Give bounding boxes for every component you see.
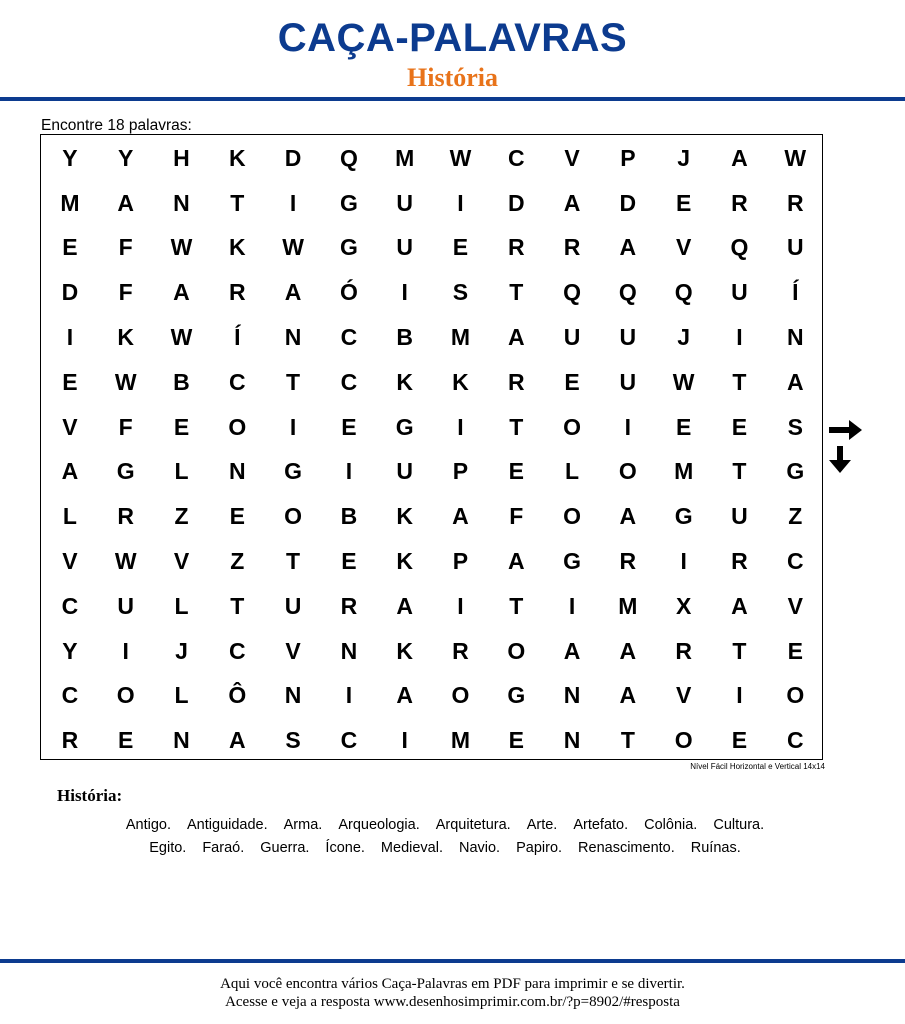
grid-letter: C (507, 144, 525, 171)
grid-letter: I (457, 592, 464, 619)
grid-letter: A (619, 637, 637, 664)
grid-letter: E (118, 727, 134, 754)
grid-letter: S (787, 413, 803, 440)
word-search-grid (42, 136, 822, 763)
word-list-item: Navio. (458, 840, 501, 856)
grid-letter: T (732, 368, 747, 395)
grid-letter: U (619, 368, 637, 395)
word-list-item: Arqueologia. (338, 817, 420, 833)
grid-letter: A (619, 503, 637, 530)
grid-letter: J (175, 637, 188, 664)
level-note: Nível Fácil Horizontal e Vertical 14x14 (690, 762, 825, 771)
grid-letter: E (564, 368, 580, 395)
grid-letter: Y (62, 637, 78, 664)
word-list-item: Ícone. (325, 840, 365, 856)
word-list-item: Arma. (283, 817, 323, 833)
grid-letter: I (568, 592, 576, 619)
grid-letter: R (61, 727, 79, 754)
grid-letter: G (786, 458, 805, 485)
grid-letter: A (563, 637, 581, 664)
grid-letter: T (732, 637, 747, 664)
word-list-item: Artefato. (573, 817, 629, 833)
grid-letter: W (282, 234, 304, 261)
grid-letter: N (563, 727, 581, 754)
grid-letter: B (173, 368, 190, 395)
grid-letter: C (228, 637, 246, 664)
grid-letter: I (457, 189, 464, 216)
grid-letter: Y (62, 144, 78, 171)
grid-letter: G (284, 458, 303, 485)
grid-letter: C (61, 682, 79, 709)
grid-letter: U (731, 503, 748, 530)
grid-letter: L (565, 458, 580, 485)
grid-letter: N (284, 682, 302, 709)
grid-letter: W (114, 548, 137, 575)
grid-letter: R (675, 637, 692, 664)
grid-letter: T (509, 592, 524, 619)
grid-letter: U (563, 324, 581, 351)
grid-letter: A (619, 682, 637, 709)
grid-letter: C (228, 368, 246, 395)
grid-letter: G (674, 503, 693, 530)
grid-letter: A (284, 279, 302, 306)
grid-letter: E (675, 189, 692, 216)
grid-letter: F (118, 279, 133, 306)
grid-letter: N (340, 637, 358, 664)
grid-letter: I (289, 189, 297, 216)
grid-letter: A (507, 324, 525, 351)
grid-letter: R (507, 234, 525, 261)
grid-letter: Q (339, 144, 358, 171)
grid-letter: V (285, 637, 301, 664)
grid-letter: C (61, 592, 79, 619)
grid-letter: L (174, 682, 189, 709)
header-divider (0, 97, 905, 101)
grid-letter: T (509, 413, 524, 440)
grid-letter: E (731, 413, 748, 440)
grid-letter: A (619, 234, 637, 261)
grid-letter: G (507, 682, 526, 709)
grid-letter: G (563, 548, 582, 575)
grid-letter: V (787, 592, 803, 619)
word-list-line-2 (40, 839, 850, 857)
word-list-item: Ruínas. (690, 840, 741, 856)
grid-letter: G (116, 458, 135, 485)
grid-letter: W (170, 234, 193, 261)
grid-letter: D (507, 189, 525, 216)
grid-letter: Q (618, 279, 637, 306)
grid-letter: Z (788, 503, 803, 530)
grid-letter: U (396, 189, 413, 216)
grid-letter: W (170, 324, 193, 351)
grid-letter: A (117, 189, 134, 216)
grid-letter: T (286, 548, 301, 575)
grid-letter: M (395, 144, 415, 171)
grid-letter: R (117, 503, 134, 530)
grid-letter: A (507, 548, 525, 575)
grid-letter: E (508, 458, 524, 485)
grid-letter: D (61, 279, 79, 306)
footer-line-2: Acesse e veja a resposta www.desenhosimprimir.com.br/?p=8902/#resposta (225, 994, 680, 1010)
grid-letter: M (618, 592, 638, 619)
grid-letter: I (401, 727, 408, 754)
grid-letter: L (62, 503, 77, 530)
word-list-item: Colônia. (644, 817, 698, 833)
grid-letter: S (452, 279, 469, 306)
grid-letter: A (228, 727, 246, 754)
grid-letter: I (680, 548, 687, 575)
grid-letter: E (62, 368, 78, 395)
word-list-item: Cultura. (713, 817, 765, 833)
word-list-item: Antiguidade. (187, 817, 268, 833)
grid-letter: Í (234, 324, 241, 351)
grid-letter: Q (674, 279, 693, 306)
grid-letter: C (340, 368, 358, 395)
grid-letter: V (62, 413, 78, 440)
grid-letter: Y (118, 144, 134, 171)
grid-letter: I (401, 279, 408, 306)
grid-letter: O (563, 503, 582, 530)
grid-letter: I (457, 413, 464, 440)
grid-letter: E (341, 548, 357, 575)
word-list-item: Arte. (526, 817, 558, 833)
grid-letter: N (786, 324, 804, 351)
grid-letter: V (62, 548, 78, 575)
grid-letter: N (563, 682, 581, 709)
grid-letter: B (396, 324, 413, 351)
grid-letter: I (345, 458, 353, 485)
grid-letter: M (450, 727, 471, 754)
grid-letter: A (731, 144, 748, 171)
grid-letter: I (345, 682, 353, 709)
grid-letter: Q (563, 279, 582, 306)
grid-letter: P (452, 458, 469, 485)
grid-letter: I (289, 413, 297, 440)
grid-letter: E (675, 413, 692, 440)
grid-letter: A (731, 592, 748, 619)
grid-letter: A (396, 682, 413, 709)
grid-letter: I (736, 682, 743, 709)
grid-letter: K (396, 637, 413, 664)
grid-letter: E (731, 727, 748, 754)
grid-letter: O (116, 682, 135, 709)
grid-letter: W (672, 368, 695, 395)
grid-letter: O (674, 727, 693, 754)
word-list-item: Arquitetura. (435, 817, 511, 833)
grid-letter: R (731, 189, 748, 216)
grid-letter: I (66, 324, 74, 351)
grid-letter: V (675, 234, 692, 261)
grid-letter: F (118, 234, 133, 261)
grid-letter: O (228, 413, 247, 440)
grid-letter: T (230, 189, 245, 216)
grid-letter: R (786, 189, 804, 216)
grid-letter: Z (230, 548, 245, 575)
grid-letter: K (396, 548, 413, 575)
grid-letter: H (173, 144, 190, 171)
grid-letter: A (173, 279, 190, 306)
grid-letter: U (117, 592, 134, 619)
page-title: CAÇA-PALAVRAS (277, 16, 628, 60)
grid-letter: R (452, 637, 469, 664)
grid-letter: T (732, 458, 747, 485)
grid-letter: F (509, 503, 524, 530)
grid-letter: K (396, 503, 413, 530)
grid-letter: Z (174, 503, 189, 530)
grid-letter: V (173, 548, 190, 575)
grid-letter: F (118, 413, 133, 440)
grid-letter: A (786, 368, 804, 395)
instruction-text: Encontre 18 palavras: (41, 117, 192, 134)
grid-letter: R (619, 548, 637, 575)
grid-letter: E (62, 234, 78, 261)
grid-letter: C (340, 727, 358, 754)
grid-letter: N (173, 727, 190, 754)
grid-letter: M (60, 189, 80, 216)
grid-letter: W (784, 144, 807, 171)
grid-letter: M (450, 324, 471, 351)
arrow-down-icon (829, 446, 851, 474)
grid-letter: Ô (228, 682, 247, 709)
grid-letter: C (340, 324, 358, 351)
grid-letter: G (339, 234, 358, 261)
grid-letter: P (452, 548, 469, 575)
grid-letter: U (396, 458, 413, 485)
word-list-item: Guerra. (260, 840, 310, 856)
grid-letter: R (731, 548, 748, 575)
grid-letter: I (736, 324, 743, 351)
grid-letter: T (230, 592, 245, 619)
word-list-item: Faraó. (202, 840, 245, 856)
word-list-item: Antigo. (125, 817, 172, 833)
word-list-item: Medieval. (380, 840, 443, 856)
grid-letter: E (341, 413, 357, 440)
footer-divider (0, 959, 905, 963)
grid-letter: G (339, 189, 358, 216)
word-list-item: Renascimento. (578, 840, 675, 856)
grid-letter: W (114, 368, 137, 395)
grid-letter: K (396, 368, 413, 395)
grid-letter: U (284, 592, 302, 619)
grid-letter: O (451, 682, 470, 709)
grid-letter: C (786, 727, 804, 754)
grid-letter: E (787, 637, 803, 664)
grid-letter: I (624, 413, 632, 440)
grid-letter: G (395, 413, 414, 440)
grid-letter: R (507, 368, 525, 395)
grid-letter: K (228, 234, 246, 261)
grid-letter: A (61, 458, 79, 485)
grid-letter: L (174, 458, 189, 485)
grid-letter: W (449, 144, 472, 171)
word-list-line-1 (40, 816, 850, 834)
grid-letter: Q (730, 234, 749, 261)
grid-letter: Ó (339, 279, 358, 306)
grid-letter: N (228, 458, 246, 485)
grid-letter: E (508, 727, 524, 754)
grid-letter: R (563, 234, 581, 261)
grid-letter: B (340, 503, 358, 530)
grid-letter: T (286, 368, 301, 395)
grid-letter: U (619, 324, 637, 351)
arrow-right-icon (829, 420, 863, 440)
word-list-item: Papiro. (516, 840, 563, 856)
grid-letter: E (452, 234, 469, 261)
grid-letter: D (619, 189, 637, 216)
grid-letter: S (285, 727, 301, 754)
grid-letter: K (228, 144, 246, 171)
grid-letter: U (731, 279, 748, 306)
word-list-title: História: (57, 786, 123, 805)
grid-letter: T (509, 279, 524, 306)
grid-letter: K (117, 324, 134, 351)
grid-letter: J (677, 144, 691, 171)
grid-letter: A (563, 189, 581, 216)
grid-letter: E (173, 413, 190, 440)
grid-letter: V (564, 144, 580, 171)
grid-letter: I (122, 637, 129, 664)
grid-letter: V (675, 682, 692, 709)
grid-letter: M (674, 458, 694, 485)
grid-letter: T (620, 727, 635, 754)
grid-letter: P (620, 144, 636, 171)
grid-letter: D (284, 144, 302, 171)
grid-letter: E (229, 503, 245, 530)
grid-letter: R (340, 592, 358, 619)
grid-letter: O (507, 637, 526, 664)
grid-letter: O (563, 413, 582, 440)
page-subtitle: História (407, 63, 498, 92)
grid-letter: O (786, 682, 805, 709)
grid-letter: L (174, 592, 189, 619)
grid-letter: C (786, 548, 804, 575)
grid-letter: A (396, 592, 413, 619)
grid-letter: N (284, 324, 302, 351)
word-list-item: Egito. (149, 840, 187, 856)
grid-letter: O (618, 458, 637, 485)
footer-line-1: Aqui você encontra vários Caça-Palavras em PDF para imprimir e se divertir. (220, 976, 685, 992)
grid-letter: U (396, 234, 413, 261)
grid-letter: Í (792, 279, 799, 306)
grid-letter: X (675, 592, 692, 619)
grid-letter: K (452, 368, 469, 395)
grid-letter: R (228, 279, 246, 306)
grid-letter: N (173, 189, 190, 216)
grid-letter: O (284, 503, 303, 530)
grid-letter: U (786, 234, 804, 261)
grid-letter: A (452, 503, 469, 530)
grid-letter: J (677, 324, 691, 351)
